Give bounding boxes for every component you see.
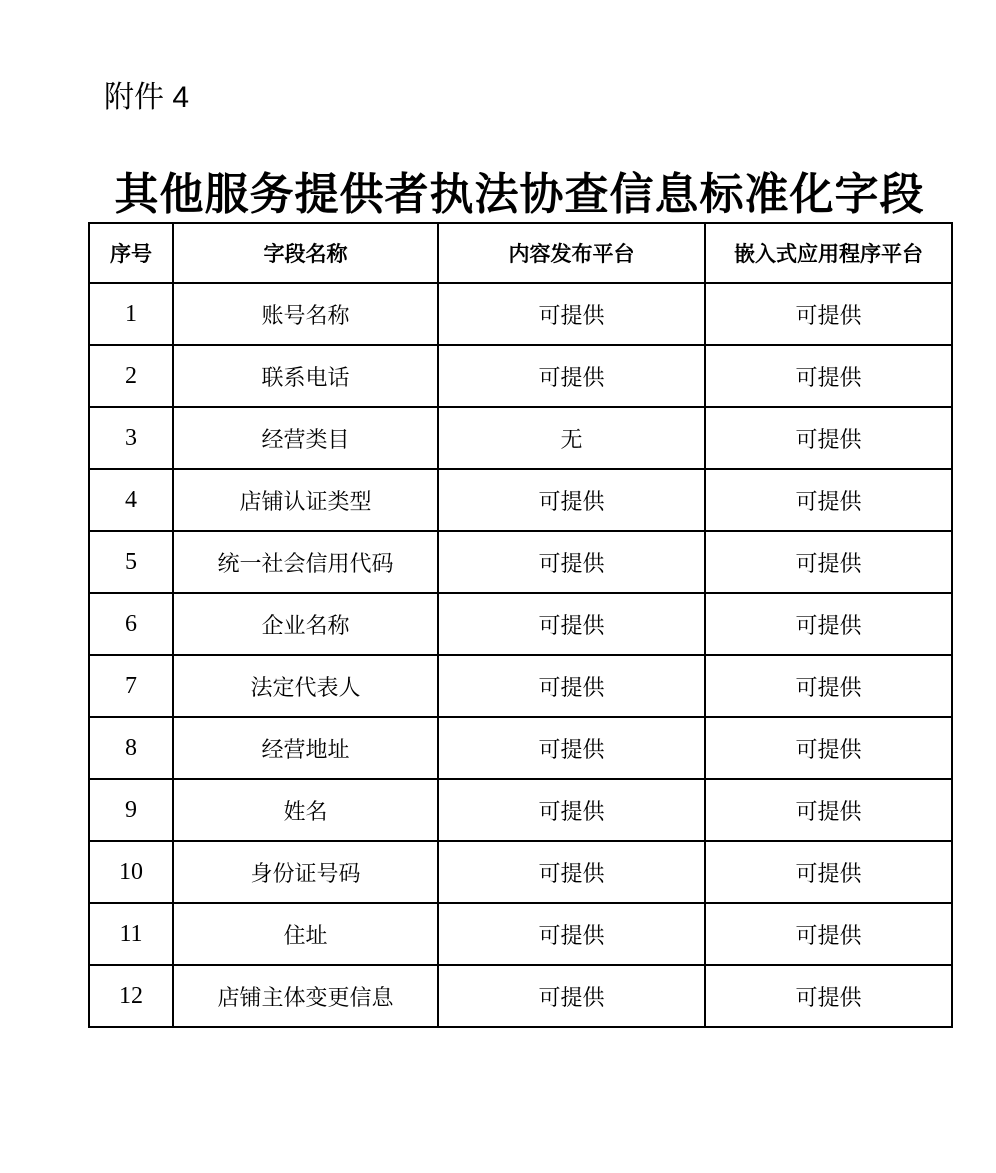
embedded-platform-cell: 可提供 (705, 593, 952, 655)
field-name-cell: 经营类目 (173, 407, 438, 469)
field-name-cell: 住址 (173, 903, 438, 965)
embedded-platform-cell: 可提供 (705, 531, 952, 593)
field-name-cell: 姓名 (173, 779, 438, 841)
content-platform-cell: 无 (438, 407, 705, 469)
header-embedded-platform: 嵌入式应用程序平台 (705, 223, 952, 283)
embedded-platform-cell: 可提供 (705, 469, 952, 531)
row-number-cell: 5 (89, 531, 173, 593)
content-platform-cell: 可提供 (438, 469, 705, 531)
row-number-cell: 9 (89, 779, 173, 841)
page-title: 其他服务提供者执法协查信息标准化字段 (114, 169, 925, 220)
field-name-cell: 店铺主体变更信息 (173, 965, 438, 1027)
embedded-platform-cell: 可提供 (705, 841, 952, 903)
content-platform-cell: 可提供 (438, 531, 705, 593)
row-number-cell: 11 (89, 903, 173, 965)
embedded-platform-cell: 可提供 (705, 903, 952, 965)
embedded-platform-cell: 可提供 (705, 965, 952, 1027)
table-header-row (89, 223, 952, 283)
content-platform-cell: 可提供 (438, 779, 705, 841)
table-row (89, 841, 952, 903)
row-number-cell: 4 (89, 469, 173, 531)
table-row (89, 903, 952, 965)
row-number-cell: 6 (89, 593, 173, 655)
table-row (89, 407, 952, 469)
field-name-cell: 账号名称 (173, 283, 438, 345)
field-name-cell: 身份证号码 (173, 841, 438, 903)
content-platform-cell: 可提供 (438, 283, 705, 345)
fields-table (88, 222, 953, 1028)
table-row (89, 345, 952, 407)
field-name-cell: 经营地址 (173, 717, 438, 779)
content-platform-cell: 可提供 (438, 903, 705, 965)
table-row (89, 531, 952, 593)
table-row (89, 593, 952, 655)
embedded-platform-cell: 可提供 (705, 717, 952, 779)
content-platform-cell: 可提供 (438, 593, 705, 655)
field-name-cell: 店铺认证类型 (173, 469, 438, 531)
table-row (89, 779, 952, 841)
row-number-cell: 2 (89, 345, 173, 407)
embedded-platform-cell: 可提供 (705, 655, 952, 717)
attachment-label: 附件 4 (104, 81, 190, 114)
content-platform-cell: 可提供 (438, 345, 705, 407)
embedded-platform-cell: 可提供 (705, 345, 952, 407)
content-platform-cell: 可提供 (438, 655, 705, 717)
field-name-cell: 统一社会信用代码 (173, 531, 438, 593)
field-name-cell: 法定代表人 (173, 655, 438, 717)
table-row (89, 717, 952, 779)
embedded-platform-cell: 可提供 (705, 283, 952, 345)
field-name-cell: 联系电话 (173, 345, 438, 407)
content-platform-cell: 可提供 (438, 717, 705, 779)
embedded-platform-cell: 可提供 (705, 407, 952, 469)
row-number-cell: 8 (89, 717, 173, 779)
content-platform-cell: 可提供 (438, 841, 705, 903)
header-content-platform: 内容发布平台 (438, 223, 705, 283)
content-platform-cell: 可提供 (438, 965, 705, 1027)
header-no: 序号 (89, 223, 173, 283)
row-number-cell: 10 (89, 841, 173, 903)
table-row (89, 965, 952, 1027)
header-field-name: 字段名称 (173, 223, 438, 283)
table-row (89, 655, 952, 717)
row-number-cell: 12 (89, 965, 173, 1027)
row-number-cell: 7 (89, 655, 173, 717)
row-number-cell: 1 (89, 283, 173, 345)
table-row (89, 469, 952, 531)
embedded-platform-cell: 可提供 (705, 779, 952, 841)
table-row (89, 283, 952, 345)
field-name-cell: 企业名称 (173, 593, 438, 655)
row-number-cell: 3 (89, 407, 173, 469)
